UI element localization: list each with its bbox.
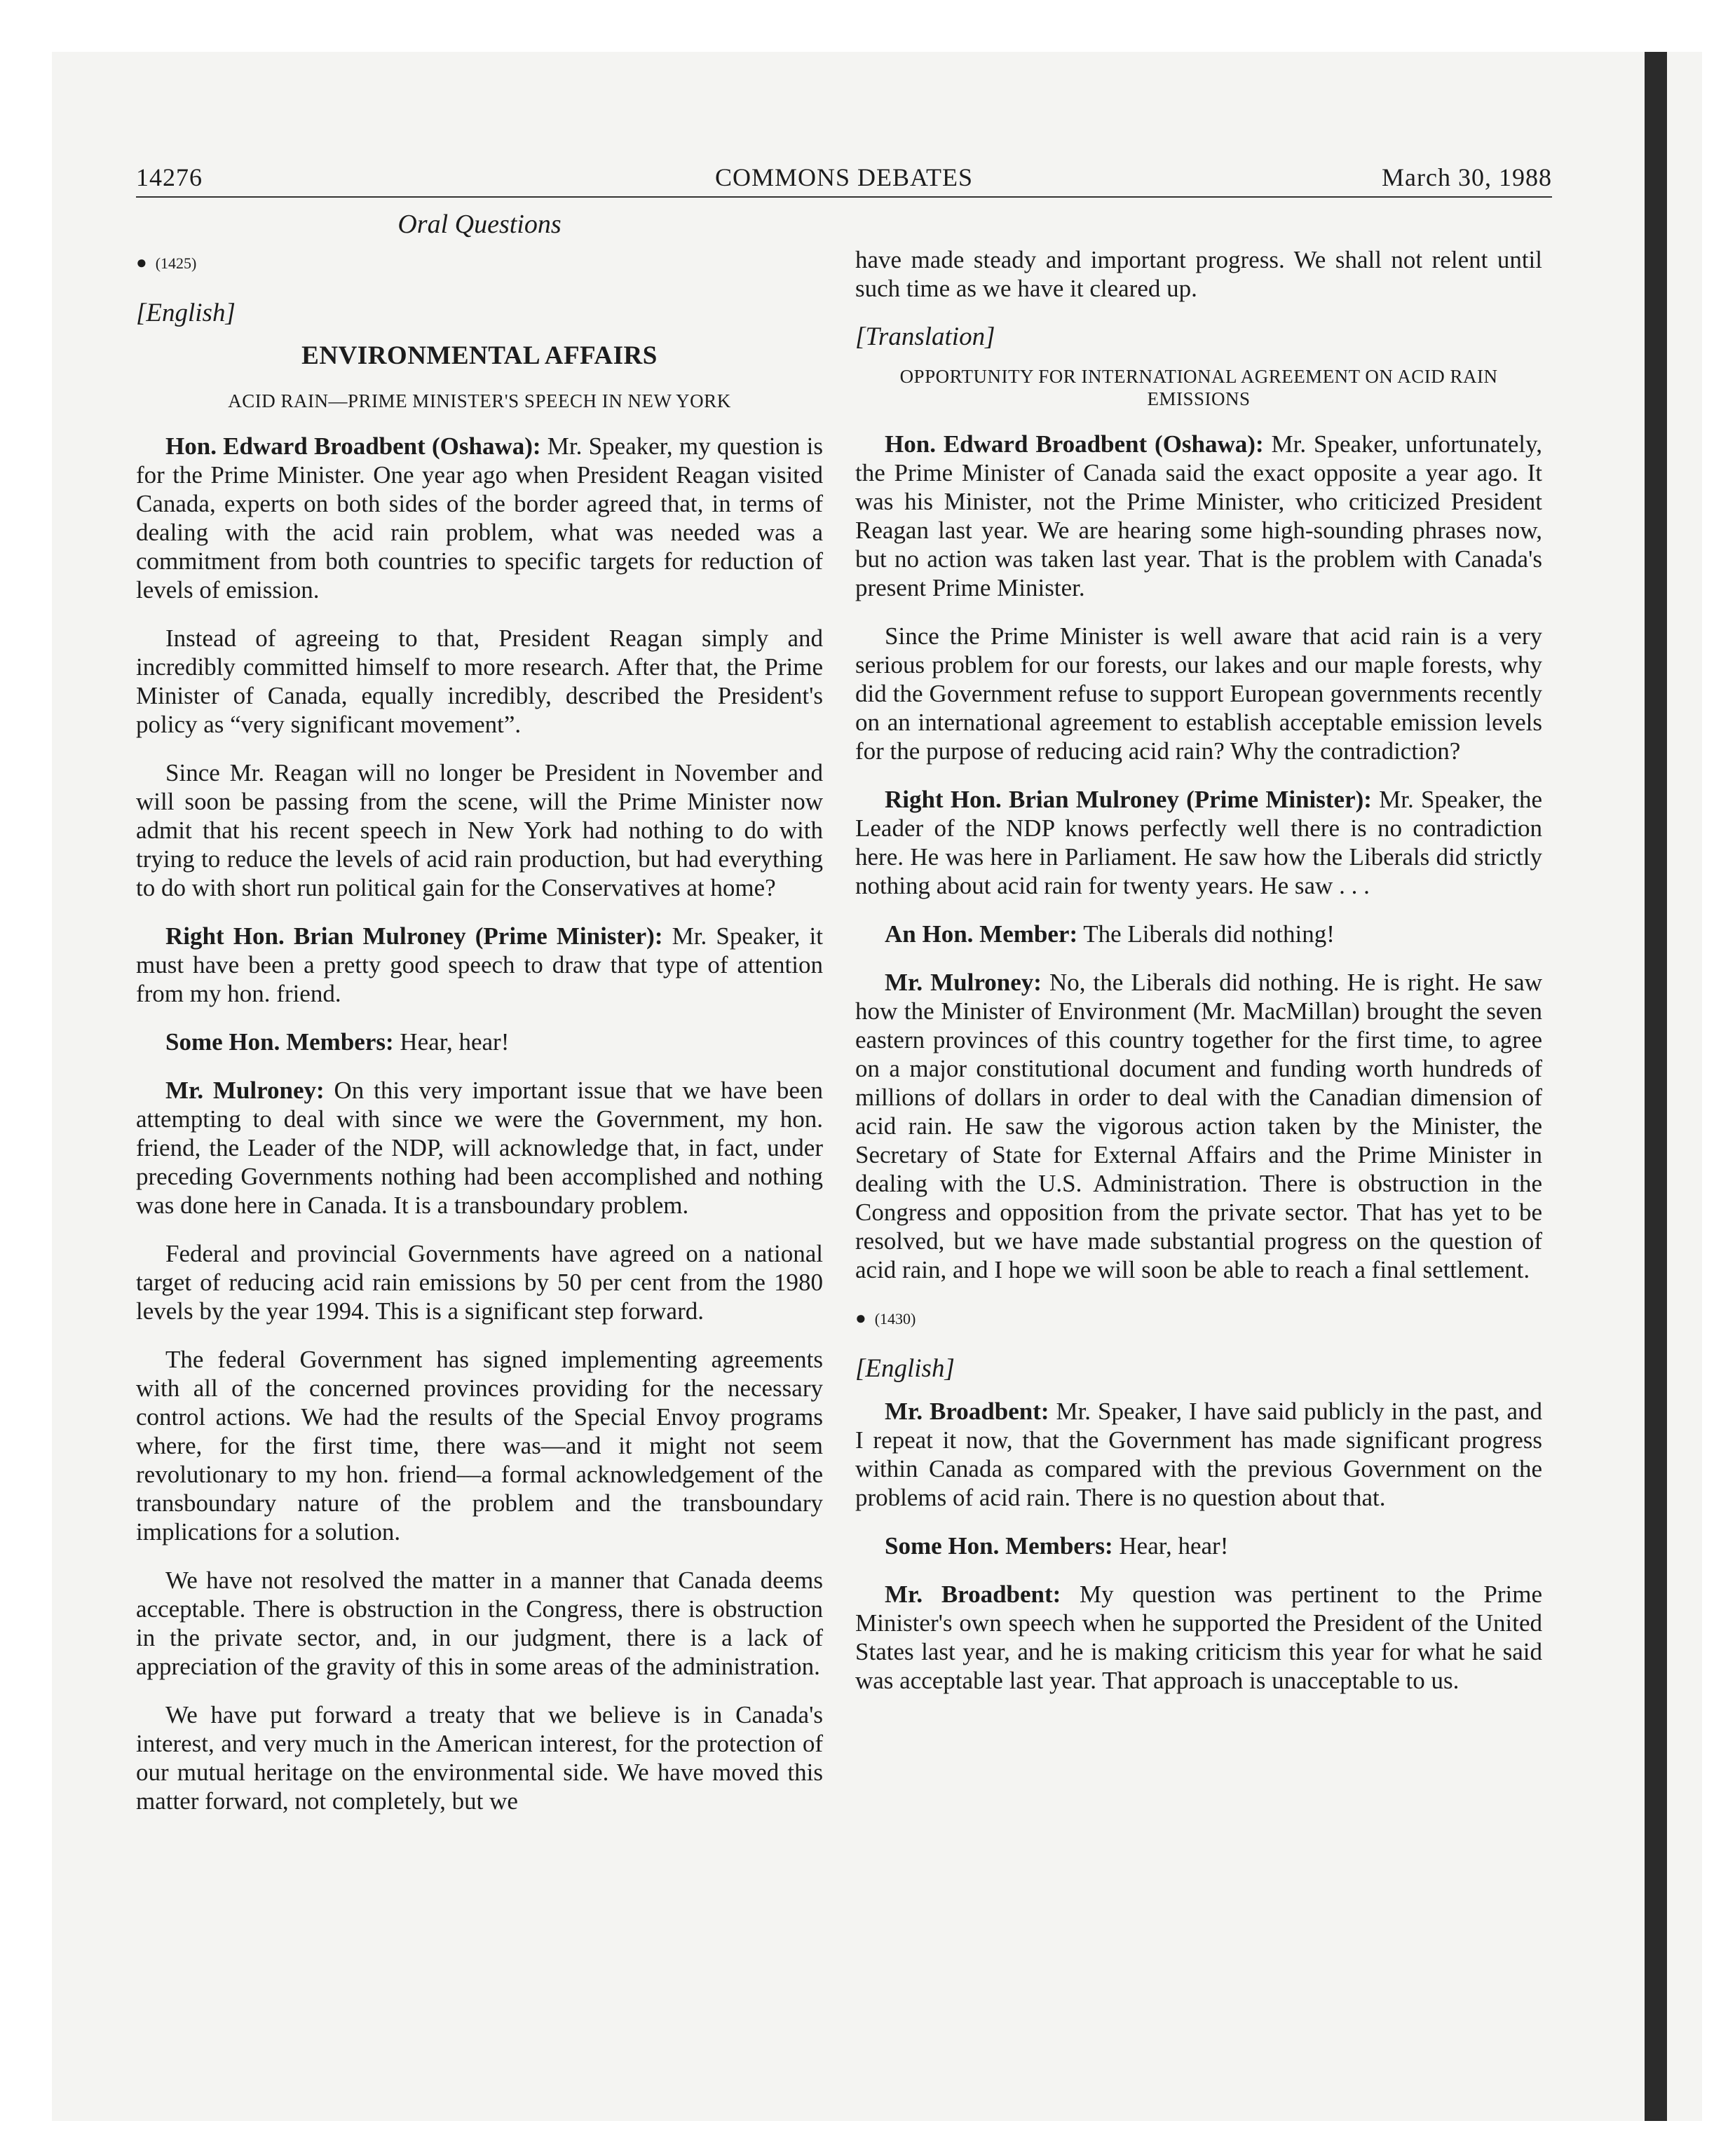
time-marker: ● (1430): [855, 1308, 916, 1328]
speaker-name: Mr. Broadbent:: [885, 1581, 1061, 1608]
language-note: [Translation]: [855, 322, 995, 351]
speech-paragraph: [136, 1239, 823, 1325]
speech-text: Since the Prime Minister is well aware that acid rain is a very serious problem for our forests, our lakes and our maple forests, why did the Government refuse to support European governments recently on an international agreement to establish acceptable emission levels for the purpose of reducing acid rain? Why the contradiction?: [855, 622, 1542, 765]
speech-paragraph: [136, 432, 823, 604]
speech-text: Mr. Speaker, it must have been a pretty good speech to draw that type of attention from my hon. friend.: [136, 922, 824, 1007]
debate-date: March 30, 1988: [1382, 163, 1552, 191]
speech-text: Since Mr. Reagan will no longer be President in November and will soon be passing from the scene, will the Prime Minister now admit that his recent speech in New York had nothing to do with trying to reduce the levels of acid rain production, but had everything to do with short run political gain for the Conservatives at home?: [136, 759, 823, 901]
speech-paragraph: [855, 622, 1542, 765]
section-subheading: OPPORTUNITY FOR INTERNATIONAL AGREEMENT ON ACID RAIN EMISSIONS: [899, 366, 1498, 409]
speech-paragraph: [136, 1566, 823, 1681]
header-rule: [136, 196, 1552, 198]
speech-text: No, the Liberals did nothing. He is right. He saw how the Minister of Environment (Mr. MacMillan) brought the seven eastern provinces of this country together for the first time, to agree on a major constitutional document and funding worth hundreds of millions of dollars in order to deal with the Canadian dimension of acid rain. He saw the vigorous action taken by the Minister, the Secretary of State for External Affairs and the Prime Minister in dealing with the U.S. Administration. There is obstruction in the Congress and opposition from the private sector. That has yet to be resolved, but we have made substantial progress on the question of acid rain, and I hope we will soon be able to reach a final settlement.: [855, 969, 1542, 1283]
speech-paragraph: [855, 1397, 1542, 1512]
speech-text: Federal and provincial Governments have agreed on a national target of reducing acid rain emissions by 50 per cent from the 1980 levels by the year 1994. This is a significant step forward.: [136, 1240, 823, 1325]
left-column: [136, 245, 823, 1835]
left-paragraphs: [136, 432, 823, 1815]
bullet-icon: ●: [855, 1308, 866, 1328]
speech-text: Mr. Speaker, the Leader of the NDP knows perfectly well there is no contradiction here. He was here in Parliament. He saw how the Liberals did strictly nothing about acid rain for twenty years. He saw . . .: [855, 786, 1542, 899]
speech-paragraph: [855, 920, 1542, 948]
speech-paragraph: [136, 1028, 823, 1056]
running-head: [136, 158, 1552, 200]
speech-text: We have not resolved the matter in a manner that Canada deems acceptable. There is obstruction in the Congress, there is obstruction in the private sector, and, in our judgment, there is a lack of appreciation of the gravity of this in some areas of the administration.: [136, 1567, 823, 1680]
language-note: [English]: [136, 299, 236, 327]
speech-text: Instead of agreeing to that, President Reagan simply and incredibly committed himself to more research. After that, the Prime Minister of Canada, equally incredibly, described the President's policy as “very significant movement”.: [136, 625, 823, 738]
speech-text: Mr. Speaker, I have said publicly in the past, and I repeat it now, that the Government has made significant progress within Canada as compared with the previous Government on the problems of acid rain. There is no question about that.: [855, 1398, 1542, 1511]
speech-paragraph: [855, 1531, 1542, 1560]
right-paragraphs-b: [855, 1397, 1542, 1695]
speaker-name: Mr. Broadbent:: [885, 1398, 1049, 1425]
section-heading: ENVIRONMENTAL AFFAIRS: [301, 341, 658, 370]
section-title: Oral Questions: [397, 210, 562, 239]
speech-paragraph: [855, 1580, 1542, 1695]
speech-paragraph: [855, 785, 1542, 900]
section-subheading: ACID RAIN—PRIME MINISTER'S SPEECH IN NEW YORK: [228, 390, 731, 411]
speech-text: We have put forward a treaty that we believe is in Canada's interest, and very much in the American interest, for the protection of our mutual heritage on the environmental side. We have moved this matter forward, not completely, but we: [136, 1701, 823, 1815]
speech-paragraph: [855, 430, 1542, 602]
speaker-name: Some Hon. Members:: [165, 1028, 394, 1056]
page-number: 14276: [136, 163, 203, 191]
speech-paragraph: [136, 624, 823, 739]
bullet-icon: ●: [136, 252, 147, 273]
speaker-name: Mr. Mulroney:: [885, 969, 1042, 996]
speech-paragraph: [136, 1700, 823, 1815]
speaker-name: Right Hon. Brian Mulroney (Prime Minister):: [165, 922, 663, 950]
speaker-name: Hon. Edward Broadbent (Oshawa):: [165, 432, 541, 460]
speaker-name: An Hon. Member:: [885, 920, 1078, 948]
language-note: [English]: [855, 1354, 955, 1383]
speech-paragraph: [136, 758, 823, 902]
speech-paragraph: [136, 1076, 823, 1220]
speech-paragraph: [855, 968, 1542, 1284]
speech-paragraph: [136, 1345, 823, 1546]
time-marker: ● (1425): [136, 252, 197, 273]
speech-text: The Liberals did nothing!: [1077, 920, 1335, 948]
publication-title: COMMONS DEBATES: [714, 163, 974, 191]
speech-text: On this very important issue that we have been attempting to deal with since we were the Government, my hon. friend, the Leader of the NDP, will acknowledge that, in fact, under preceding Governments nothing had been accomplished and nothing was done here in Canada. It is a transboundary problem.: [136, 1077, 823, 1219]
speaker-name: Right Hon. Brian Mulroney (Prime Minister):: [885, 786, 1372, 813]
scan-edge-shadow: [1645, 52, 1667, 2121]
speech-text: The federal Government has signed implementing agreements with all of the concerned provinces providing for the necessary control actions. We had the results of the Special Envoy programs where, for the first time, there was—and it might not seem revolutionary to my hon. friend—a formal acknowledgement of the transboundary nature of the problem and the transboundary implications for a solution.: [136, 1346, 823, 1546]
speech-text: Mr. Speaker, unfortunately, the Prime Minister of Canada said the exact opposite a year ago. It was his Minister, not the Prime Minister, who criticized President Reagan last year. We are hearing some high-sounding phrases now, but no action was taken last year. That is the problem with Canada's present Prime Minister.: [855, 430, 1542, 601]
speech-text: My question was pertinent to the Prime Minister's own speech when he supported the President of the United States last year, and he is making criticism this year for what he said was acceptable last year. That approach is unacceptable to us.: [855, 1581, 1542, 1694]
speech-paragraph: [136, 922, 823, 1008]
speaker-name: Some Hon. Members:: [885, 1532, 1113, 1560]
right-column: [855, 245, 1542, 1714]
right-paragraphs-a: [855, 430, 1542, 1284]
speech-text: Hear, hear!: [393, 1028, 510, 1056]
speaker-name: Hon. Edward Broadbent (Oshawa):: [885, 430, 1264, 458]
speech-text: Mr. Speaker, my question is for the Prime Minister. One year ago when President Reagan visited Canada, experts on both sides of the border agreed that, in terms of dealing with the acid rain problem, what was needed was a commitment from both countries to specific targets for reduction of levels of emission.: [136, 432, 823, 603]
speaker-name: Mr. Mulroney:: [165, 1077, 325, 1104]
speech-text: Hear, hear!: [1113, 1532, 1229, 1560]
continued-paragraph: have made steady and important progress. We shall not relent until such time as we have it cleared up.: [855, 246, 1542, 302]
